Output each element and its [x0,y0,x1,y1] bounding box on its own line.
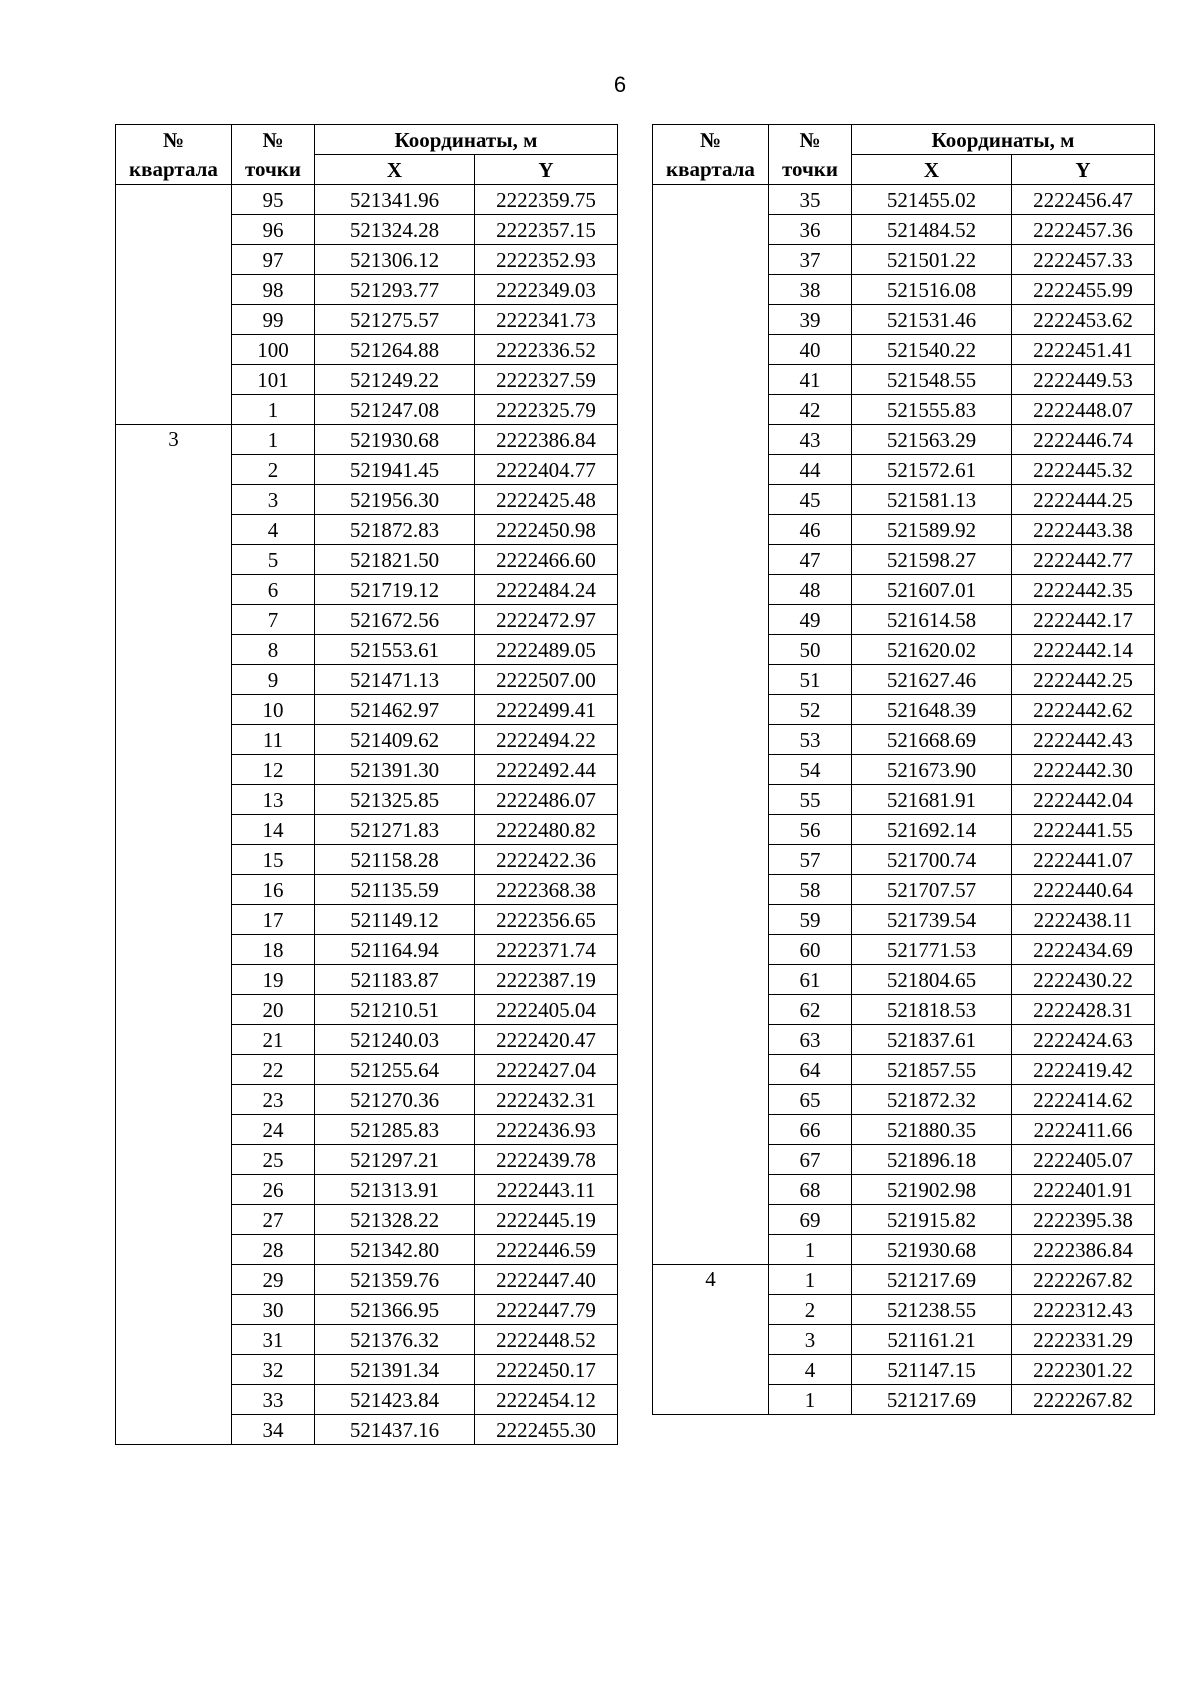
x-coordinate-cell: 521293.77 [315,275,475,305]
y-coordinate-cell: 2222427.04 [475,1055,618,1085]
point-number-cell: 97 [232,245,315,275]
point-number-cell: 43 [769,425,852,455]
y-coordinate-cell: 2222371.74 [475,935,618,965]
x-coordinate-cell: 521238.55 [852,1295,1012,1325]
x-coordinate-cell: 521271.83 [315,815,475,845]
x-coordinate-cell: 521285.83 [315,1115,475,1145]
x-coordinate-cell: 521804.65 [852,965,1012,995]
point-number-cell: 47 [769,545,852,575]
y-coordinate-cell: 2222386.84 [1012,1235,1155,1265]
point-number-cell: 26 [232,1175,315,1205]
x-coordinate-cell: 521325.85 [315,785,475,815]
y-coordinate-cell: 2222451.41 [1012,335,1155,365]
x-coordinate-cell: 521210.51 [315,995,475,1025]
y-coordinate-cell: 2222442.17 [1012,605,1155,635]
y-coordinate-cell: 2222455.99 [1012,275,1155,305]
x-coordinate-cell: 521391.30 [315,755,475,785]
x-coordinate-cell: 521607.01 [852,575,1012,605]
point-number-cell: 99 [232,305,315,335]
point-number-cell: 6 [232,575,315,605]
point-number-cell: 45 [769,485,852,515]
y-coordinate-cell: 2222439.78 [475,1145,618,1175]
y-coordinate-cell: 2222430.22 [1012,965,1155,995]
x-coordinate-cell: 521857.55 [852,1055,1012,1085]
point-number-cell: 1 [232,395,315,425]
point-number-cell: 10 [232,695,315,725]
page-number: 6 [613,72,627,97]
point-number-cell: 54 [769,755,852,785]
point-number-cell: 9 [232,665,315,695]
coordinates-table-left [115,124,618,1445]
point-number-cell: 13 [232,785,315,815]
y-coordinate-cell: 2222442.62 [1012,695,1155,725]
point-number-cell: 53 [769,725,852,755]
point-number-cell: 42 [769,395,852,425]
x-coordinate-cell: 521249.22 [315,365,475,395]
y-coordinate-cell: 2222356.65 [475,905,618,935]
y-coordinate-cell: 2222352.93 [475,245,618,275]
kvartal-cell [653,185,769,1265]
y-coordinate-cell: 2222267.82 [1012,1385,1155,1415]
point-number-cell: 96 [232,215,315,245]
y-coordinate-cell: 2222443.11 [475,1175,618,1205]
y-coordinate-cell: 2222445.19 [475,1205,618,1235]
y-coordinate-cell: 2222441.07 [1012,845,1155,875]
x-coordinate-cell: 521342.80 [315,1235,475,1265]
x-coordinate-cell: 521391.34 [315,1355,475,1385]
y-coordinate-cell: 2222405.04 [475,995,618,1025]
y-coordinate-cell: 2222428.31 [1012,995,1155,1025]
y-coordinate-cell: 2222440.64 [1012,875,1155,905]
x-coordinate-cell: 521880.35 [852,1115,1012,1145]
point-number-cell: 21 [232,1025,315,1055]
y-coordinate-cell: 2222434.69 [1012,935,1155,965]
y-coordinate-cell: 2222419.42 [1012,1055,1155,1085]
point-number-cell: 57 [769,845,852,875]
y-coordinate-cell: 2222444.25 [1012,485,1155,515]
point-number-cell: 38 [769,275,852,305]
y-coordinate-cell: 2222447.40 [475,1265,618,1295]
x-coordinate-cell: 521455.02 [852,185,1012,215]
point-number-cell: 55 [769,785,852,815]
x-coordinate-cell: 521818.53 [852,995,1012,1025]
x-coordinate-cell: 521328.22 [315,1205,475,1235]
x-coordinate-cell: 521147.15 [852,1355,1012,1385]
point-number-cell: 4 [232,515,315,545]
point-number-cell: 1 [232,425,315,455]
point-number-cell: 3 [232,485,315,515]
x-coordinate-cell: 521553.61 [315,635,475,665]
y-coordinate-cell: 2222472.97 [475,605,618,635]
x-coordinate-cell: 521896.18 [852,1145,1012,1175]
table-row [653,185,1155,215]
x-coordinate-cell: 521247.08 [315,395,475,425]
y-coordinate-cell: 2222395.38 [1012,1205,1155,1235]
header-x: X [315,155,475,185]
y-coordinate-cell: 2222401.91 [1012,1175,1155,1205]
point-number-cell: 65 [769,1085,852,1115]
x-coordinate-cell: 521275.57 [315,305,475,335]
y-coordinate-cell: 2222301.22 [1012,1355,1155,1385]
y-coordinate-cell: 2222456.47 [1012,185,1155,215]
point-number-cell: 66 [769,1115,852,1145]
point-number-cell: 60 [769,935,852,965]
y-coordinate-cell: 2222404.77 [475,455,618,485]
x-coordinate-cell: 521540.22 [852,335,1012,365]
point-number-cell: 28 [232,1235,315,1265]
x-coordinate-cell: 521648.39 [852,695,1012,725]
kvartal-cell: 3 [116,425,232,1445]
x-coordinate-cell: 521930.68 [852,1235,1012,1265]
y-coordinate-cell: 2222442.77 [1012,545,1155,575]
point-number-cell: 69 [769,1205,852,1235]
y-coordinate-cell: 2222368.38 [475,875,618,905]
y-coordinate-cell: 2222448.07 [1012,395,1155,425]
point-number-cell: 39 [769,305,852,335]
y-coordinate-cell: 2222424.63 [1012,1025,1155,1055]
point-number-cell: 18 [232,935,315,965]
point-number-cell: 35 [769,185,852,215]
x-coordinate-cell: 521359.76 [315,1265,475,1295]
x-coordinate-cell: 521821.50 [315,545,475,575]
y-coordinate-cell: 2222442.04 [1012,785,1155,815]
point-number-cell: 101 [232,365,315,395]
point-number-cell: 11 [232,725,315,755]
x-coordinate-cell: 521158.28 [315,845,475,875]
y-coordinate-cell: 2222442.30 [1012,755,1155,785]
y-coordinate-cell: 2222442.35 [1012,575,1155,605]
x-coordinate-cell: 521341.96 [315,185,475,215]
x-coordinate-cell: 521627.46 [852,665,1012,695]
y-coordinate-cell: 2222450.17 [475,1355,618,1385]
y-coordinate-cell: 2222349.03 [475,275,618,305]
point-number-cell: 61 [769,965,852,995]
point-number-cell: 15 [232,845,315,875]
header-y: Y [475,155,618,185]
point-number-cell: 3 [769,1325,852,1355]
point-number-cell: 1 [769,1265,852,1295]
y-coordinate-cell: 2222447.79 [475,1295,618,1325]
point-number-cell: 2 [769,1295,852,1325]
point-number-cell: 19 [232,965,315,995]
point-number-cell: 23 [232,1085,315,1115]
x-coordinate-cell: 521707.57 [852,875,1012,905]
x-coordinate-cell: 521719.12 [315,575,475,605]
x-coordinate-cell: 521516.08 [852,275,1012,305]
x-coordinate-cell: 521563.29 [852,425,1012,455]
header-x: X [852,155,1012,185]
y-coordinate-cell: 2222325.79 [475,395,618,425]
point-number-cell: 58 [769,875,852,905]
x-coordinate-cell: 521589.92 [852,515,1012,545]
point-number-cell: 1 [769,1235,852,1265]
y-coordinate-cell: 2222457.36 [1012,215,1155,245]
point-number-cell: 52 [769,695,852,725]
y-coordinate-cell: 2222327.59 [475,365,618,395]
point-number-cell: 62 [769,995,852,1025]
point-number-cell: 5 [232,545,315,575]
y-coordinate-cell: 2222448.52 [475,1325,618,1355]
x-coordinate-cell: 521915.82 [852,1205,1012,1235]
point-number-cell: 95 [232,185,315,215]
x-coordinate-cell: 521264.88 [315,335,475,365]
y-coordinate-cell: 2222267.82 [1012,1265,1155,1295]
y-coordinate-cell: 2222507.00 [475,665,618,695]
y-coordinate-cell: 2222442.14 [1012,635,1155,665]
x-coordinate-cell: 521598.27 [852,545,1012,575]
y-coordinate-cell: 2222436.93 [475,1115,618,1145]
x-coordinate-cell: 521366.95 [315,1295,475,1325]
point-number-cell: 34 [232,1415,315,1445]
point-number-cell: 64 [769,1055,852,1085]
x-coordinate-cell: 521183.87 [315,965,475,995]
point-number-cell: 8 [232,635,315,665]
y-coordinate-cell: 2222442.43 [1012,725,1155,755]
point-number-cell: 30 [232,1295,315,1325]
y-coordinate-cell: 2222443.38 [1012,515,1155,545]
x-coordinate-cell: 521255.64 [315,1055,475,1085]
y-coordinate-cell: 2222480.82 [475,815,618,845]
point-number-cell: 14 [232,815,315,845]
point-number-cell: 59 [769,905,852,935]
point-number-cell: 100 [232,335,315,365]
point-number-cell: 67 [769,1145,852,1175]
x-coordinate-cell: 521837.61 [852,1025,1012,1055]
header-tochka: № точки [769,125,852,185]
header-kvartal: № квартала [653,125,769,185]
x-coordinate-cell: 521217.69 [852,1265,1012,1295]
x-coordinate-cell: 521681.91 [852,785,1012,815]
x-coordinate-cell: 521956.30 [315,485,475,515]
x-coordinate-cell: 521692.14 [852,815,1012,845]
point-number-cell: 40 [769,335,852,365]
y-coordinate-cell: 2222457.33 [1012,245,1155,275]
x-coordinate-cell: 521270.36 [315,1085,475,1115]
x-coordinate-cell: 521135.59 [315,875,475,905]
y-coordinate-cell: 2222341.73 [475,305,618,335]
y-coordinate-cell: 2222442.25 [1012,665,1155,695]
x-coordinate-cell: 521423.84 [315,1385,475,1415]
point-number-cell: 48 [769,575,852,605]
point-number-cell: 7 [232,605,315,635]
point-number-cell: 98 [232,275,315,305]
x-coordinate-cell: 521700.74 [852,845,1012,875]
point-number-cell: 29 [232,1265,315,1295]
point-number-cell: 24 [232,1115,315,1145]
x-coordinate-cell: 521313.91 [315,1175,475,1205]
point-number-cell: 32 [232,1355,315,1385]
header-coordinates: Координаты, м [315,125,618,155]
y-coordinate-cell: 2222357.15 [475,215,618,245]
point-number-cell: 37 [769,245,852,275]
x-coordinate-cell: 521324.28 [315,215,475,245]
table-row [116,185,618,215]
y-coordinate-cell: 2222492.44 [475,755,618,785]
y-coordinate-cell: 2222446.74 [1012,425,1155,455]
y-coordinate-cell: 2222422.36 [475,845,618,875]
x-coordinate-cell: 521471.13 [315,665,475,695]
x-coordinate-cell: 521672.56 [315,605,475,635]
x-coordinate-cell: 521484.52 [852,215,1012,245]
point-number-cell: 51 [769,665,852,695]
y-coordinate-cell: 2222450.98 [475,515,618,545]
point-number-cell: 22 [232,1055,315,1085]
y-coordinate-cell: 2222420.47 [475,1025,618,1055]
x-coordinate-cell: 521149.12 [315,905,475,935]
y-coordinate-cell: 2222486.07 [475,785,618,815]
x-coordinate-cell: 521581.13 [852,485,1012,515]
x-coordinate-cell: 521668.69 [852,725,1012,755]
y-coordinate-cell: 2222386.84 [475,425,618,455]
y-coordinate-cell: 2222438.11 [1012,905,1155,935]
y-coordinate-cell: 2222449.53 [1012,365,1155,395]
coordinates-table-right [652,124,1155,1415]
y-coordinate-cell: 2222414.62 [1012,1085,1155,1115]
header-kvartal: № квартала [116,125,232,185]
point-number-cell: 33 [232,1385,315,1415]
x-coordinate-cell: 521531.46 [852,305,1012,335]
y-coordinate-cell: 2222336.52 [475,335,618,365]
kvartal-cell: 4 [653,1265,769,1415]
x-coordinate-cell: 521462.97 [315,695,475,725]
point-number-cell: 36 [769,215,852,245]
y-coordinate-cell: 2222405.07 [1012,1145,1155,1175]
point-number-cell: 16 [232,875,315,905]
y-coordinate-cell: 2222454.12 [475,1385,618,1415]
x-coordinate-cell: 521409.62 [315,725,475,755]
y-coordinate-cell: 2222494.22 [475,725,618,755]
x-coordinate-cell: 521620.02 [852,635,1012,665]
x-coordinate-cell: 521240.03 [315,1025,475,1055]
y-coordinate-cell: 2222466.60 [475,545,618,575]
y-coordinate-cell: 2222387.19 [475,965,618,995]
x-coordinate-cell: 521572.61 [852,455,1012,485]
x-coordinate-cell: 521306.12 [315,245,475,275]
point-number-cell: 31 [232,1325,315,1355]
y-coordinate-cell: 2222445.32 [1012,455,1155,485]
header-coordinates: Координаты, м [852,125,1155,155]
kvartal-cell [116,185,232,425]
x-coordinate-cell: 521739.54 [852,905,1012,935]
x-coordinate-cell: 521437.16 [315,1415,475,1445]
y-coordinate-cell: 2222453.62 [1012,305,1155,335]
point-number-cell: 12 [232,755,315,785]
x-coordinate-cell: 521217.69 [852,1385,1012,1415]
x-coordinate-cell: 521771.53 [852,935,1012,965]
y-coordinate-cell: 2222425.48 [475,485,618,515]
header-y: Y [1012,155,1155,185]
y-coordinate-cell: 2222312.43 [1012,1295,1155,1325]
x-coordinate-cell: 521376.32 [315,1325,475,1355]
x-coordinate-cell: 521297.21 [315,1145,475,1175]
x-coordinate-cell: 521614.58 [852,605,1012,635]
x-coordinate-cell: 521673.90 [852,755,1012,785]
point-number-cell: 63 [769,1025,852,1055]
x-coordinate-cell: 521555.83 [852,395,1012,425]
point-number-cell: 49 [769,605,852,635]
x-coordinate-cell: 521161.21 [852,1325,1012,1355]
x-coordinate-cell: 521930.68 [315,425,475,455]
point-number-cell: 56 [769,815,852,845]
y-coordinate-cell: 2222331.29 [1012,1325,1155,1355]
point-number-cell: 41 [769,365,852,395]
header-tochka: № точки [232,125,315,185]
y-coordinate-cell: 2222432.31 [475,1085,618,1115]
point-number-cell: 1 [769,1385,852,1415]
table-row [653,1265,1155,1295]
y-coordinate-cell: 2222489.05 [475,635,618,665]
point-number-cell: 17 [232,905,315,935]
y-coordinate-cell: 2222499.41 [475,695,618,725]
x-coordinate-cell: 521548.55 [852,365,1012,395]
point-number-cell: 25 [232,1145,315,1175]
y-coordinate-cell: 2222484.24 [475,575,618,605]
y-coordinate-cell: 2222441.55 [1012,815,1155,845]
point-number-cell: 2 [232,455,315,485]
y-coordinate-cell: 2222455.30 [475,1415,618,1445]
x-coordinate-cell: 521164.94 [315,935,475,965]
point-number-cell: 27 [232,1205,315,1235]
point-number-cell: 4 [769,1355,852,1385]
x-coordinate-cell: 521941.45 [315,455,475,485]
point-number-cell: 20 [232,995,315,1025]
x-coordinate-cell: 521872.32 [852,1085,1012,1115]
y-coordinate-cell: 2222446.59 [475,1235,618,1265]
x-coordinate-cell: 521872.83 [315,515,475,545]
point-number-cell: 44 [769,455,852,485]
x-coordinate-cell: 521501.22 [852,245,1012,275]
point-number-cell: 50 [769,635,852,665]
x-coordinate-cell: 521902.98 [852,1175,1012,1205]
y-coordinate-cell: 2222411.66 [1012,1115,1155,1145]
table-row [116,425,618,455]
point-number-cell: 68 [769,1175,852,1205]
y-coordinate-cell: 2222359.75 [475,185,618,215]
point-number-cell: 46 [769,515,852,545]
